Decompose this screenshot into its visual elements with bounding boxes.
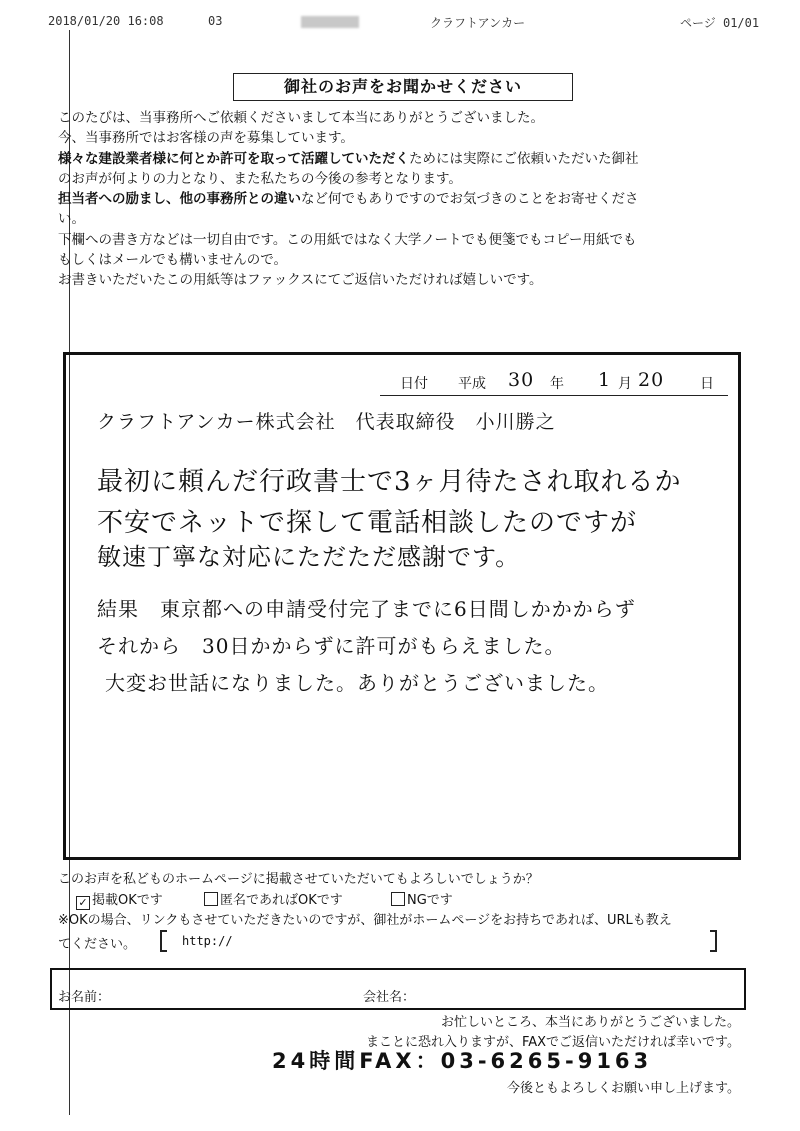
date-label: 日付	[400, 376, 428, 392]
intro-line: 下欄への書き方などは一切自由です。この用紙ではなく大学ノートでも便箋でもコピー用紙でも	[58, 231, 637, 248]
intro-line: のお声が何よりの力となり、また私たちの今後の参考となります。	[58, 170, 462, 187]
fax-page: ページ 01/01	[680, 16, 760, 30]
intro-line: もしくはメールでも構いませんので。	[58, 252, 287, 269]
option-anonymous[interactable]	[204, 889, 343, 908]
date-month-unit: 月	[618, 376, 632, 392]
intro-text-rest: など何でもありですのでお気づきのことをお寄せくださ	[301, 191, 639, 208]
intro-line: お書きいただいたこの用紙等はファックスにてご返信いただければ嬉しいです。	[58, 272, 543, 289]
fax-number-prefix: 03	[208, 14, 223, 28]
handwritten-line: 結果 東京都への申請受付完了までに6日間しかかからず	[97, 597, 636, 621]
closing-regards: 今後ともよろしくお願い申し上げます。	[507, 1081, 740, 1096]
url-field[interactable]: http://	[182, 934, 233, 948]
option-ok[interactable]	[76, 889, 163, 910]
handwritten-line: それから 30日かからずに許可がもらえました。	[97, 634, 566, 658]
ok-note: ※OKの場合、リンクもさせていただきたいのですが、御社がホームページをお持ちであれば、URLも教え	[58, 913, 672, 928]
date-month: 1	[598, 369, 612, 391]
date-year-unit: 年	[550, 376, 564, 392]
redacted-number	[301, 16, 359, 28]
url-bracket-right	[710, 930, 717, 952]
company-label: 会社名：	[363, 990, 416, 1005]
closing-thanks: お忙しいところ、本当にありがとうございました。	[440, 1015, 740, 1030]
handwritten-line: 敏速丁寧な対応にただただ感謝です。	[97, 543, 521, 571]
date-era: 平成	[458, 376, 486, 392]
checkbox-checked-icon[interactable]: ✓	[76, 896, 90, 910]
ok-note-continued: てください。	[58, 937, 137, 952]
handwritten-line: 最初に頼んだ行政書士で3ヶ月待たされ取れるか	[97, 467, 682, 497]
checkbox-icon[interactable]	[391, 892, 405, 906]
intro-line: 今、当事務所ではお客様の声を募集しています。	[58, 130, 354, 147]
fax-header	[48, 14, 768, 30]
customer-name-handwritten: クラフトアンカー株式会社 代表取締役 小川勝之	[97, 411, 556, 433]
intro-line	[58, 149, 758, 169]
date-line	[380, 369, 728, 396]
intro-emphasis: 様々な建設業者様に何とか許可を取って活躍していただく	[58, 150, 409, 167]
name-label: お名前：	[58, 990, 111, 1005]
consent-question: このお声を私どものホームページに掲載させていただいてもよろしいでしょうか？	[58, 872, 539, 887]
option-ng[interactable]	[391, 889, 453, 908]
checkbox-icon[interactable]	[204, 892, 218, 906]
intro-text	[58, 108, 758, 291]
fax-contact-number: 24時間FAX：03-6265-9163	[272, 1049, 653, 1073]
intro-line: い。	[58, 211, 85, 228]
closing-request: まことに恐れ入りますが、FAXでご返信いただければ幸いです。	[365, 1035, 740, 1050]
intro-text-rest: ためには実際にご依頼いただいた御社	[409, 150, 639, 167]
page-title: 御社のお声をお聞かせください	[233, 73, 573, 101]
option-anonymous-label: 匿名であればOKです	[220, 893, 343, 908]
fax-timestamp: 2018/01/20 16:08	[48, 14, 164, 28]
intro-line	[58, 189, 758, 209]
intro-emphasis: 担当者への励まし、他の事務所との違い	[58, 191, 301, 208]
date-year: 30	[508, 369, 535, 391]
date-day-unit: 日	[700, 376, 714, 392]
fax-sender: クラフトアンカー	[430, 16, 526, 30]
handwritten-line: 不安でネットで探して電話相談したのですが	[97, 508, 638, 538]
option-ng-label: NGです	[407, 893, 453, 908]
handwritten-line: 大変お世話になりました。ありがとうございました。	[105, 671, 609, 695]
option-ok-label: 掲載OKです	[92, 893, 163, 908]
url-bracket-left	[160, 930, 167, 952]
intro-line: このたびは、当事務所へご依頼くださいまして本当にありがとうございました。	[58, 110, 544, 126]
date-day: 20	[638, 369, 665, 391]
